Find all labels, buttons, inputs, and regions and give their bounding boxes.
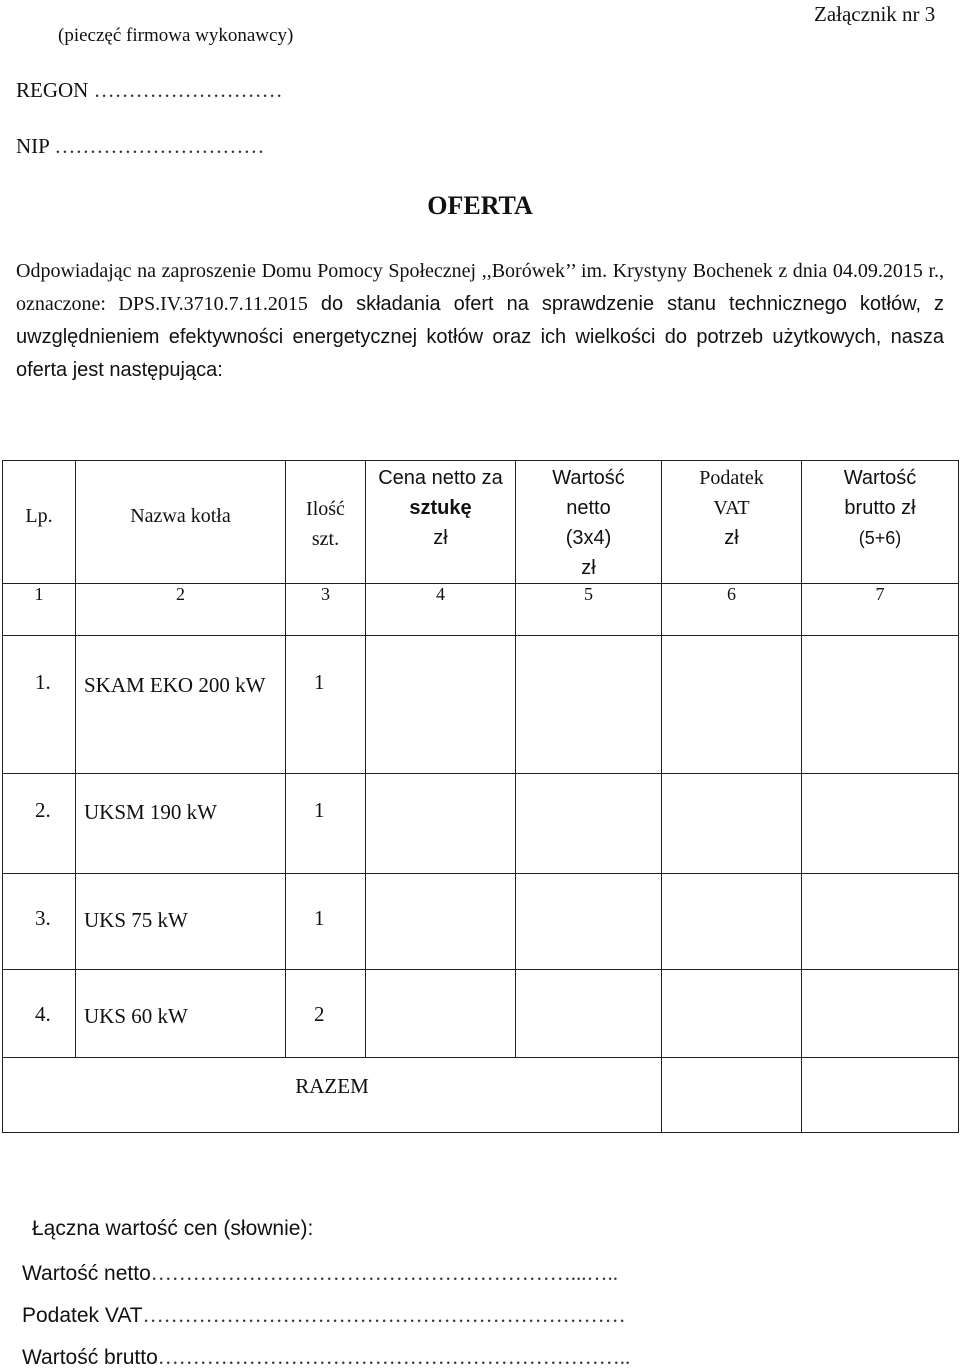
row-gross-value-cell[interactable]: [802, 970, 959, 1058]
header-vat-line3: zł: [724, 527, 739, 549]
gross-value-field[interactable]: [22, 1345, 630, 1370]
row-vat-cell[interactable]: [662, 636, 802, 774]
row-boiler-name: UKS 60 kW: [76, 970, 286, 1058]
row-vat-cell[interactable]: [662, 874, 802, 970]
header-vat-line1: Podatek: [699, 467, 764, 489]
header-net: [516, 461, 662, 584]
table-row: [3, 874, 959, 970]
header-gross: [802, 461, 959, 584]
row-lp: 4.: [3, 970, 76, 1058]
total-label: RAZEM: [3, 1058, 662, 1133]
total-vat-cell[interactable]: [662, 1058, 802, 1133]
vat-label: Podatek VAT: [22, 1304, 143, 1327]
total-row: [3, 1058, 959, 1133]
header-lp: Lp.: [3, 461, 76, 584]
row-unit-price-cell[interactable]: [366, 636, 516, 774]
column-number: 4: [366, 584, 516, 636]
row-unit-price-cell[interactable]: [366, 774, 516, 874]
header-price: [366, 461, 516, 584]
net-value-field[interactable]: [22, 1261, 618, 1286]
regon-label: REGON: [16, 78, 89, 102]
header-gross-line2: brutto zł: [844, 497, 916, 519]
vat-dots: ……………………………………………………………: [142, 1303, 626, 1327]
row-vat-cell[interactable]: [662, 970, 802, 1058]
row-qty: 1: [286, 774, 366, 874]
net-value-dots: ……………………………………………………...…..: [150, 1261, 619, 1285]
nip-value: …………………………: [54, 134, 265, 158]
regon-field[interactable]: [16, 78, 283, 103]
header-net-line4: zł: [581, 557, 596, 579]
row-lp: 3.: [3, 874, 76, 970]
gross-value-dots: …………………………………………………………..: [157, 1345, 631, 1369]
column-number: 3: [286, 584, 366, 636]
row-boiler-name: UKS 75 kW: [76, 874, 286, 970]
column-number: 6: [662, 584, 802, 636]
header-price-line1: Cena netto za: [378, 467, 503, 489]
intro-part-2: do składania ofert na sprawdzenie stanu technicznego kotłów, z uwzględnieniem efektywności energetycznej kotłów oraz ich wielkości do potrzeb użytkowych, nasza oferta jest następująca:: [16, 293, 944, 381]
table-row: [3, 970, 959, 1058]
row-boiler-name: UKSM 190 kW: [76, 774, 286, 874]
header-qty-line1: Ilość: [306, 498, 345, 520]
company-stamp-note: (pieczęć firmowa wykonawcy): [58, 25, 294, 46]
column-number: 5: [516, 584, 662, 636]
header-qty: [286, 461, 366, 584]
header-price-line3: zł: [433, 527, 448, 549]
header-net-line2: netto: [566, 497, 611, 519]
row-lp: 1.: [3, 636, 76, 774]
header-net-line3: (3x4): [565, 527, 612, 549]
total-gross-cell[interactable]: [802, 1058, 959, 1133]
regon-value: ………………………: [93, 78, 283, 102]
row-gross-value-cell[interactable]: [802, 774, 959, 874]
vat-field[interactable]: [22, 1303, 626, 1328]
column-number: 1: [3, 584, 76, 636]
total-in-words-label: Łączna wartość cen (słownie):: [32, 1217, 314, 1240]
nip-field[interactable]: [16, 134, 264, 159]
page-title: OFERTA: [427, 191, 533, 220]
header-name: Nazwa kotła: [76, 461, 286, 584]
row-qty: 2: [286, 970, 366, 1058]
annex-label: Załącznik nr 3: [814, 2, 936, 26]
gross-value-label: Wartość brutto: [22, 1346, 158, 1369]
row-gross-value-cell[interactable]: [802, 874, 959, 970]
table-row: [3, 774, 959, 874]
header-net-line1: Wartość: [552, 467, 625, 489]
row-net-value-cell[interactable]: [516, 970, 662, 1058]
net-value-label: Wartość netto: [22, 1262, 151, 1285]
header-vat: [662, 461, 802, 584]
row-lp: 2.: [3, 774, 76, 874]
nip-label: NIP: [16, 134, 50, 158]
header-gross-line3: (5+6): [858, 528, 902, 548]
row-boiler-name: SKAM EKO 200 kW: [76, 636, 286, 774]
column-number: 2: [76, 584, 286, 636]
column-number: 7: [802, 584, 959, 636]
row-net-value-cell[interactable]: [516, 636, 662, 774]
row-gross-value-cell[interactable]: [802, 636, 959, 774]
row-qty: 1: [286, 874, 366, 970]
row-net-value-cell[interactable]: [516, 774, 662, 874]
header-qty-line2: szt.: [311, 528, 340, 550]
offer-table: [2, 460, 959, 1133]
row-unit-price-cell[interactable]: [366, 970, 516, 1058]
row-net-value-cell[interactable]: [516, 874, 662, 970]
column-number-row: [3, 584, 959, 636]
header-price-line2: sztukę: [409, 497, 472, 519]
row-unit-price-cell[interactable]: [366, 874, 516, 970]
header-vat-line2: VAT: [713, 497, 750, 519]
intro-part-1: Odpowiadając na zaproszenie Domu Pomocy Społecznej ,,Borówek’’ im. Krystyny Bochenek z dnia 04.09.2015 r., oznaczone: DPS.IV.3710.7.11.2015: [16, 260, 944, 315]
intro-paragraph: [16, 255, 944, 387]
header-gross-line1: Wartość: [843, 467, 917, 489]
table-header-row: [3, 461, 959, 584]
row-vat-cell[interactable]: [662, 774, 802, 874]
table-row: [3, 636, 959, 774]
row-qty: 1: [286, 636, 366, 774]
